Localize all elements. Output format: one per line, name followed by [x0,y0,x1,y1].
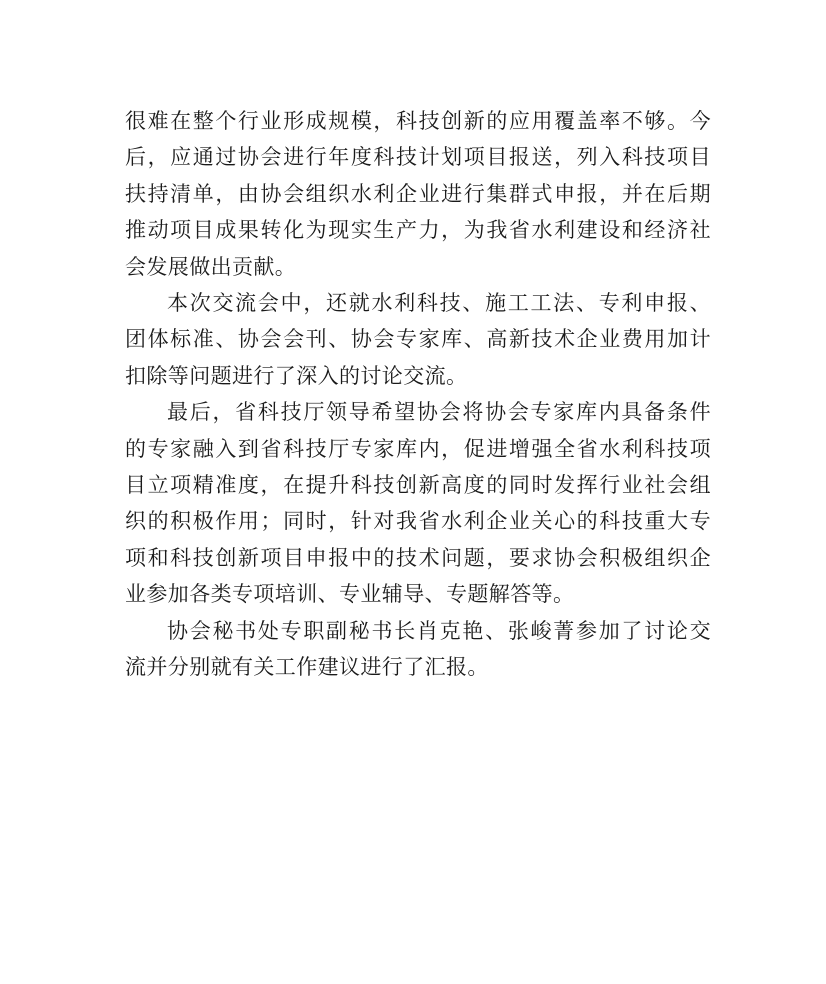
text-line: 织的积极作用；同时，针对我省水利企业关心的科技重大专 [125,509,711,534]
document-body [125,103,711,686]
paragraph-2 [125,285,711,394]
text-line: 推动项目成果转化为现实生产力，为我省水利建设和经济社 [125,218,711,243]
text-line: 会发展做出贡献。 [125,254,297,279]
text-line: 后，应通过协会进行年度科技计划项目报送，列入科技项目 [125,145,711,170]
text-line: 的专家融入到省科技厅专家库内，促进增强全省水利科技项 [125,436,711,461]
text-line: 最后，省科技厅领导希望协会将协会专家库内具备条件 [167,400,711,425]
text-line: 扶持清单，由协会组织水利企业进行集群式申报，并在后期 [125,181,711,206]
text-line: 本次交流会中，还就水利科技、施工工法、专利申报、 [167,291,711,316]
text-line: 扣除等问题进行了深入的讨论交流。 [125,363,468,388]
text-line: 团体标准、协会会刊、协会专家库、高新技术企业费用加计 [125,327,711,352]
text-line: 协会秘书处专职副秘书长肖克艳、张峻菁参加了讨论交 [167,618,711,643]
paragraph-1 [125,103,711,285]
text-line: 业参加各类专项培训、专业辅导、专题解答等。 [125,582,575,607]
text-line: 很难在整个行业形成规模，科技创新的应用覆盖率不够。今 [125,109,711,133]
text-line: 目立项精准度，在提升科技创新高度的同时发挥行业社会组 [125,473,711,498]
paragraph-3 [125,394,711,612]
text-line: 流并分别就有关工作建议进行了汇报。 [125,655,489,680]
paragraph-4 [125,613,711,686]
text-line: 项和科技创新项目申报中的技术问题，要求协会积极组织企 [125,545,711,570]
